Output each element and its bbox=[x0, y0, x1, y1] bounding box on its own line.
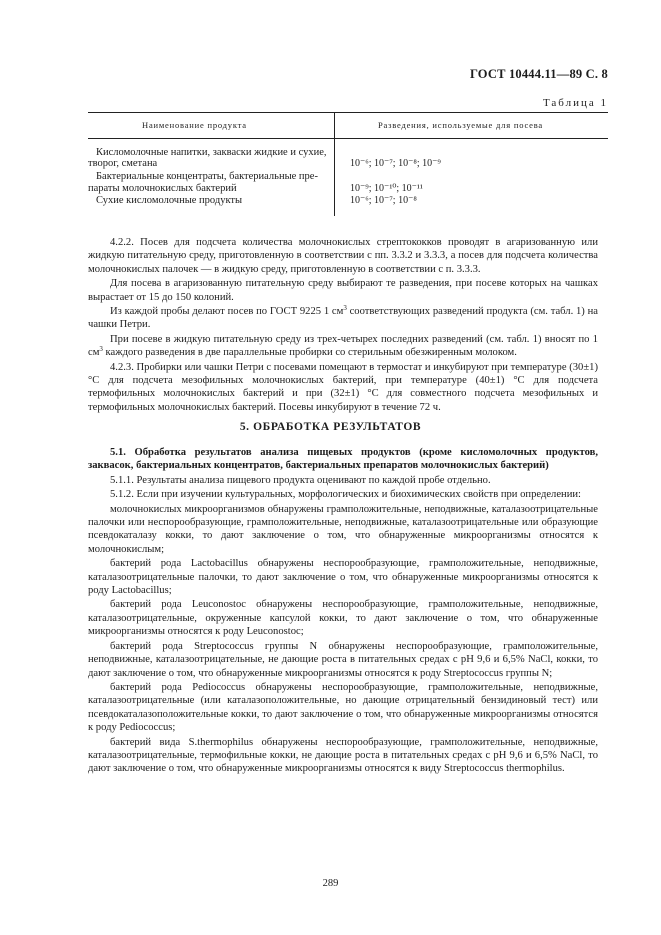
paragraph-lactobacillus: бактерий рода Lactobacillus обнаружены неспорообразующие, грамположительные, неподвижные, каталазоотрицательные палочки, то дают заключение о том, что обнаруженные микроорганизмы относятся к роду Lactobacillus; bbox=[88, 558, 598, 597]
paragraph-4-2-3: 4.2.3. Пробирки или чашки Петри с посевами помещают в термостат и инкубируют при температуре (30±1) °С для подсчета мезофильных молочнокислых бактерий, при температуре (40±1) °С для подсчета термофильных молочнокислых бактерий и при (32±1) °С для совместного подсчета мезофильных и термофильных молочнокислых бактерий. Посевы инкубируют в течение 72 ч. bbox=[88, 361, 598, 413]
document-header: ГОСТ 10444.11—89 С. 8 bbox=[469, 67, 608, 81]
table-caption: Таблица 1 bbox=[542, 97, 608, 109]
paragraph-liquid-medium: При посеве в жидкую питательную среду из трех-четырех последних разведений (см. табл. 1) вносят по 1 $см^3$ каждого разведения в две параллельные пробирки со стерильным обезжиренным молоком. bbox=[88, 333, 598, 359]
section-4-text bbox=[88, 236, 598, 414]
section-5-title: 5. ОБРАБОТКА РЕЗУЛЬТАТОВ bbox=[239, 421, 422, 433]
column-header-product: Наименование продукта bbox=[142, 120, 247, 130]
paragraph-petri-seeding: Из каждой пробы делают посев по ГОСТ 9225 1 $см^3$ соответствующих разведений продукта (см. табл. 1) на чашки Петри. bbox=[88, 304, 598, 331]
paragraph-5-1-2: 5.1.2. Если при изучении культуральных, морфологических и биохимических свойств при определении: bbox=[110, 489, 581, 501]
table-cell-product: творог, сметана bbox=[88, 158, 158, 169]
table-cell-product: Бактериальные концентраты, бактериальные пре- bbox=[96, 171, 318, 182]
column-header-dilutions: Разведения, используемые для посева bbox=[378, 120, 543, 130]
paragraph-5-1: 5.1. Обработка результатов анализа пищевых продуктов (кроме кисломолочных продуктов, заквасок, бактериальных концентратов, бактериальных препаратов молочнокислых бактерий) bbox=[88, 447, 598, 472]
table-cell-dilutions: 10⁻⁶; 10⁻⁷; 10⁻⁸; 10⁻⁹ bbox=[350, 158, 441, 169]
table-top-rule bbox=[88, 112, 608, 113]
table-cell-product: Кисломолочные напитки, закваски жидкие и сухие, bbox=[96, 147, 327, 158]
table-cell-product: параты молочнокислых бактерий bbox=[88, 183, 237, 194]
table-cell-dilutions: 10⁻⁹; 10⁻¹⁰; 10⁻¹¹ bbox=[350, 183, 423, 194]
table-cell-dilutions: 10⁻⁶; 10⁻⁷; 10⁻⁸ bbox=[350, 195, 417, 206]
paragraph-5-1-1: 5.1.1. Результаты анализа пищевого продукта оценивают по каждой пробе отдельно. bbox=[110, 474, 491, 486]
table-column-divider bbox=[334, 112, 335, 216]
paragraph-agar-dilutions: Для посева в агаризованную питательную среду выбирают те разведения, при посеве которых на чашках вырастает от 15 до 150 колоний. bbox=[88, 278, 598, 303]
paragraph-streptococcus: бактерий рода Streptococcus группы N обнаружены неспорообразующие, грамположительные, неподвижные, каталазоотрицательные, не дающие роста в питательных средах с pH 9,6 и 6,5% NaCl, кокки, то дают заключение о том, что обнаруженные микроорганизмы относятся к роду Streptococcus группы N; bbox=[88, 640, 598, 679]
paragraph-4-2-2: 4.2.2. Посев для подсчета количества молочнокислых стрептококков проводят в агаризованную или жидкую питательную среду, приготовленную в соответствии с пп. 3.3.2 и 3.3.3, а посев для подсчета количества молочнокислых палочек — в жидкую среду, приготовленную в соответствии с п. 3.3.3. bbox=[88, 237, 598, 275]
page-number: 289 bbox=[322, 878, 339, 889]
table-cell-product: Сухие кисломолочные продукты bbox=[96, 195, 243, 206]
table-header-rule bbox=[88, 138, 608, 139]
dilutions-table bbox=[88, 112, 608, 216]
paragraph-pediococcus: бактерий рода Pediococcus обнаружены неспорообразующие, грамположительные, неподвижные, каталазоотрицательные (или каталазоположительные, но дающие отрицательный бензидиновый тест) или псевдокаталазоположительные кокки, то дают заключение о том, что обнаруженные микроорганизмы относятся к роду Pediococcus; bbox=[88, 681, 598, 734]
paragraph-lactic-microorganisms: молочнокислых микроорганизмов обнаружены грамположительные, неподвижные, каталазоотрицательные палочки или неспорообразующие, грамположительные, неподвижные, каталазоотрицательные или образующие псевдокаталазу кокки, то дают заключение о том, что обнаруженные микроорганизмы относятся к молочнокислым; bbox=[88, 503, 598, 555]
paragraph-thermophilus: бактерий вида S.thermophilus обнаружены неспорообразующие, грамположительные, неподвижные, каталазоотрицательные, термофильные кокки, не дающие роста в питательных средах с pH 9,6 и 6,5% NaCl, то дают заключение о том, что обнаруженные микроорганизмы относятся к виду Streptococcus thermophilus. bbox=[88, 736, 598, 775]
paragraph-leuconostoc: бактерий рода Leuconostoc обнаружены неспорообразующие, грамположительные, неподвижные, каталазоотрицательные, окруженные капсулой кокки, то дают заключение о том, что обнаруженные микроорганизмы относятся к роду Leuconostoc; bbox=[88, 599, 598, 638]
section-5-text bbox=[88, 446, 598, 776]
